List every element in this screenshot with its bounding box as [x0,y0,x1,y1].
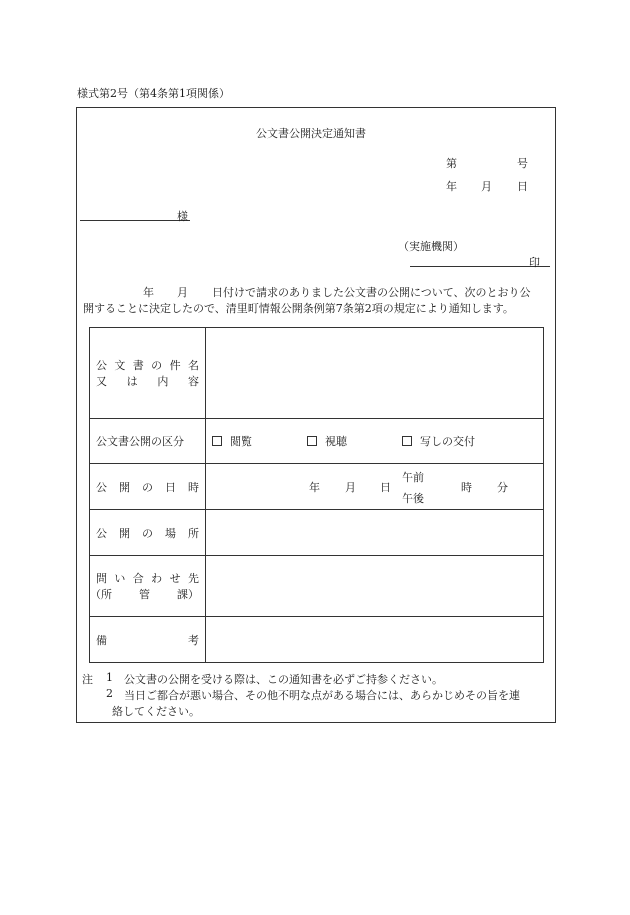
note-1-text: 公文書の公開を受ける際は、この通知書を必ずご持参ください。 [124,673,443,686]
value-disclosure-type [206,419,544,464]
value-disclosure-datetime[interactable] [206,464,544,510]
label-contact-line2: （所 管 課） [90,588,199,601]
body-text-line1: 日付けで請求のありました公文書の公開について、次のとおり公 [212,286,531,299]
value-document-title[interactable] [206,328,544,419]
label-document-title-line2: 又 は 内 容 [96,375,199,388]
table-row-disclosure-datetime [90,464,544,510]
datetime-pm: 午後 [402,492,424,505]
date-year: 年 [446,180,457,193]
addressee-line [80,220,190,221]
form-reference: 様式第2号（第4条第1項関係） [77,87,230,100]
note-1-number: 1 [106,671,113,684]
label-contact-line1: 問 い 合 わ せ 先 [96,572,199,585]
checkbox-icon[interactable] [212,436,222,446]
number-prefix: 第 [446,157,457,170]
datetime-year: 年 [309,480,320,494]
table-row-document-title [90,328,544,419]
table-row-contact [90,556,544,617]
datetime-hour: 時 [461,480,472,494]
body-year: 年 [143,286,154,299]
option-listen-watch[interactable]: 視聴 [307,433,347,449]
datetime-minute: 分 [497,480,508,494]
table-row-disclosure-type [90,419,544,464]
value-remarks[interactable] [206,617,544,663]
body-text-line2: 開することに決定したので、清里町情報公開条例第7条第2項の規定により通知します。 [83,302,514,315]
date-day: 日 [517,180,528,193]
label-disclosure-datetime: 公 開 の 日 時 [90,464,206,510]
value-disclosure-place[interactable] [206,510,544,556]
label-document-title-line1: 公 文 書 の 件 名 [96,359,199,372]
document-title: 公文書公開決定通知書 [256,127,366,140]
checkbox-icon[interactable] [402,436,412,446]
datetime-am: 午前 [402,471,424,484]
label-remarks: 備 考 [90,617,206,663]
notice-table [89,327,544,663]
note-2-text-line2: 絡してください。 [112,705,200,718]
note-2-text-line1: 当日ご都合が悪い場合、その他不明な点がある場合には、あらかじめその旨を連 [124,689,520,702]
table-row-disclosure-place [90,510,544,556]
option-view[interactable]: 閲覧 [212,433,252,449]
label-document-title [90,328,206,419]
option-copy-delivery[interactable]: 写しの交付 [402,433,475,449]
label-contact [90,556,206,617]
agency-label: （実施機関） [398,240,464,253]
date-month: 月 [481,180,492,193]
number-suffix: 号 [517,157,528,170]
label-disclosure-place: 公 開 の 場 所 [90,510,206,556]
datetime-day: 日 [380,480,391,494]
value-contact[interactable] [206,556,544,617]
label-disclosure-type: 公文書公開の区分 [90,419,206,464]
body-month: 月 [177,286,188,299]
note-2-number: 2 [106,687,113,700]
table-row-remarks [90,617,544,663]
addressee-suffix: 様 [177,210,188,223]
datetime-month: 月 [345,480,356,494]
seal-mark: 印 [529,256,540,269]
notes-prefix: 注 [82,673,93,686]
checkbox-icon[interactable] [307,436,317,446]
